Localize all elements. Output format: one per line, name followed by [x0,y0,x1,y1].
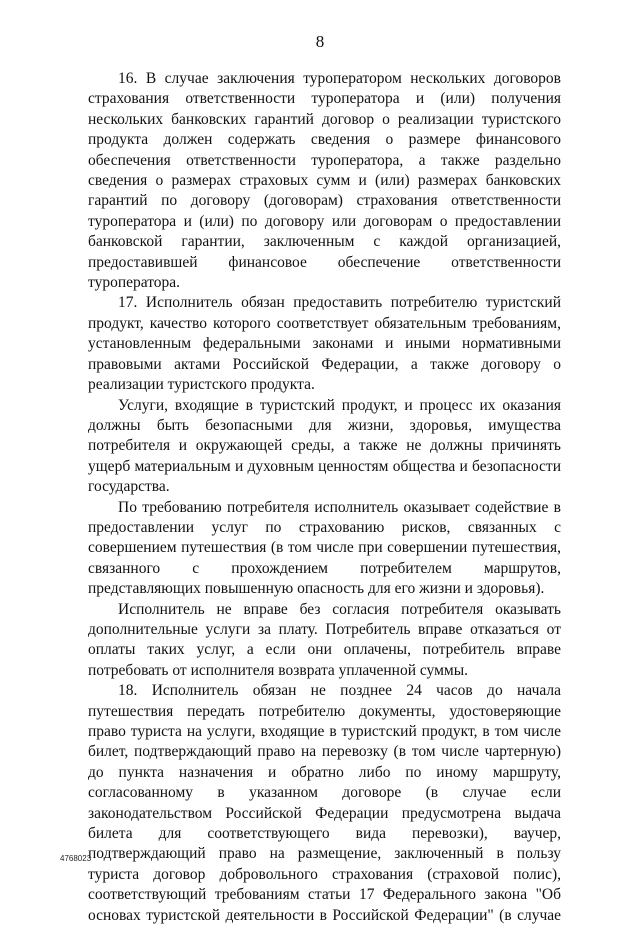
document-code: 4768023 [60,854,92,863]
document-body [88,69,561,926]
paragraph-17: 17. Исполнитель обязан предоставить потребителю туристский продукт, качество которого соответствует обязательным требованиям, установленным федеральными законами и иными нормативными правовыми актами Российской Федерации, а также договору о реализации туристского продукта. [88,294,561,394]
paragraph-17-insurance-assistance: По требованию потребителя исполнитель оказывает содействие в предоставлении услуг по страхованию рисков, связанных с совершением путешествия (в том числе при совершении путешествия, связанного с прохождением потребителем маршрутов, представляющих повышенную опасность для его жизни и здоровья). [88,498,561,598]
paragraph-17-additional-services: Исполнитель не вправе без согласия потребителя оказывать дополнительные услуги за плату. Потребитель вправе отказаться от оплаты таких услуг, а если они оплачены, потребитель вправе потребовать от исполнителя возврата уплаченной суммы. [88,600,561,679]
paragraph-16: 16. В случае заключения туроператором нескольких договоров страхования ответственности туроператора и (или) получения нескольких банковских гарантий договор о реализации туристского продукта должен содержать сведения о размере финансового обеспечения ответственности туроператора, а также раздельно сведения о размерах страховых сумм и (или) размерах банковских гарантий по договору (договорам) страхования ответственности туроператора и (или) по договору или договорам о предоставлении банковской гарантии, заключенным с каждой организацией, предоставившей финансовое обеспечение ответственности туроператора. [88,70,561,292]
page-number: 8 [315,32,325,51]
paragraph-18: 18. Исполнитель обязан не позднее 24 часов до начала путешествия передать потребителю документы, удостоверяющие право туриста на услуги, входящие в туристский продукт, в том числе билет, подтверждающий право на перевозку (в том числе чартерную) до пункта назначения и обратно либо по иному маршруту, согласованному в указанном договоре (в случае если законодательством Российской Федерации предусмотрена выдача билета для соответствующего вида перевозки), ваучер, подтверждающий право на размещение, заключенный в пользу туриста договор добровольного страхования (страховой полис), соответствующий требованиям статьи 17 Федерального закона "Об основах туристской деятельности в Российской Федерации" (в случае [88,682,561,924]
paragraph-17-services-safety: Услуги, входящие в туристский продукт, и процесс их оказания должны быть безопасными для жизни, здоровья, имущества потребителя и окружающей среды, а также не должны причинять ущерб материальным и духовным ценностям общества и безопасности государства. [88,396,561,496]
